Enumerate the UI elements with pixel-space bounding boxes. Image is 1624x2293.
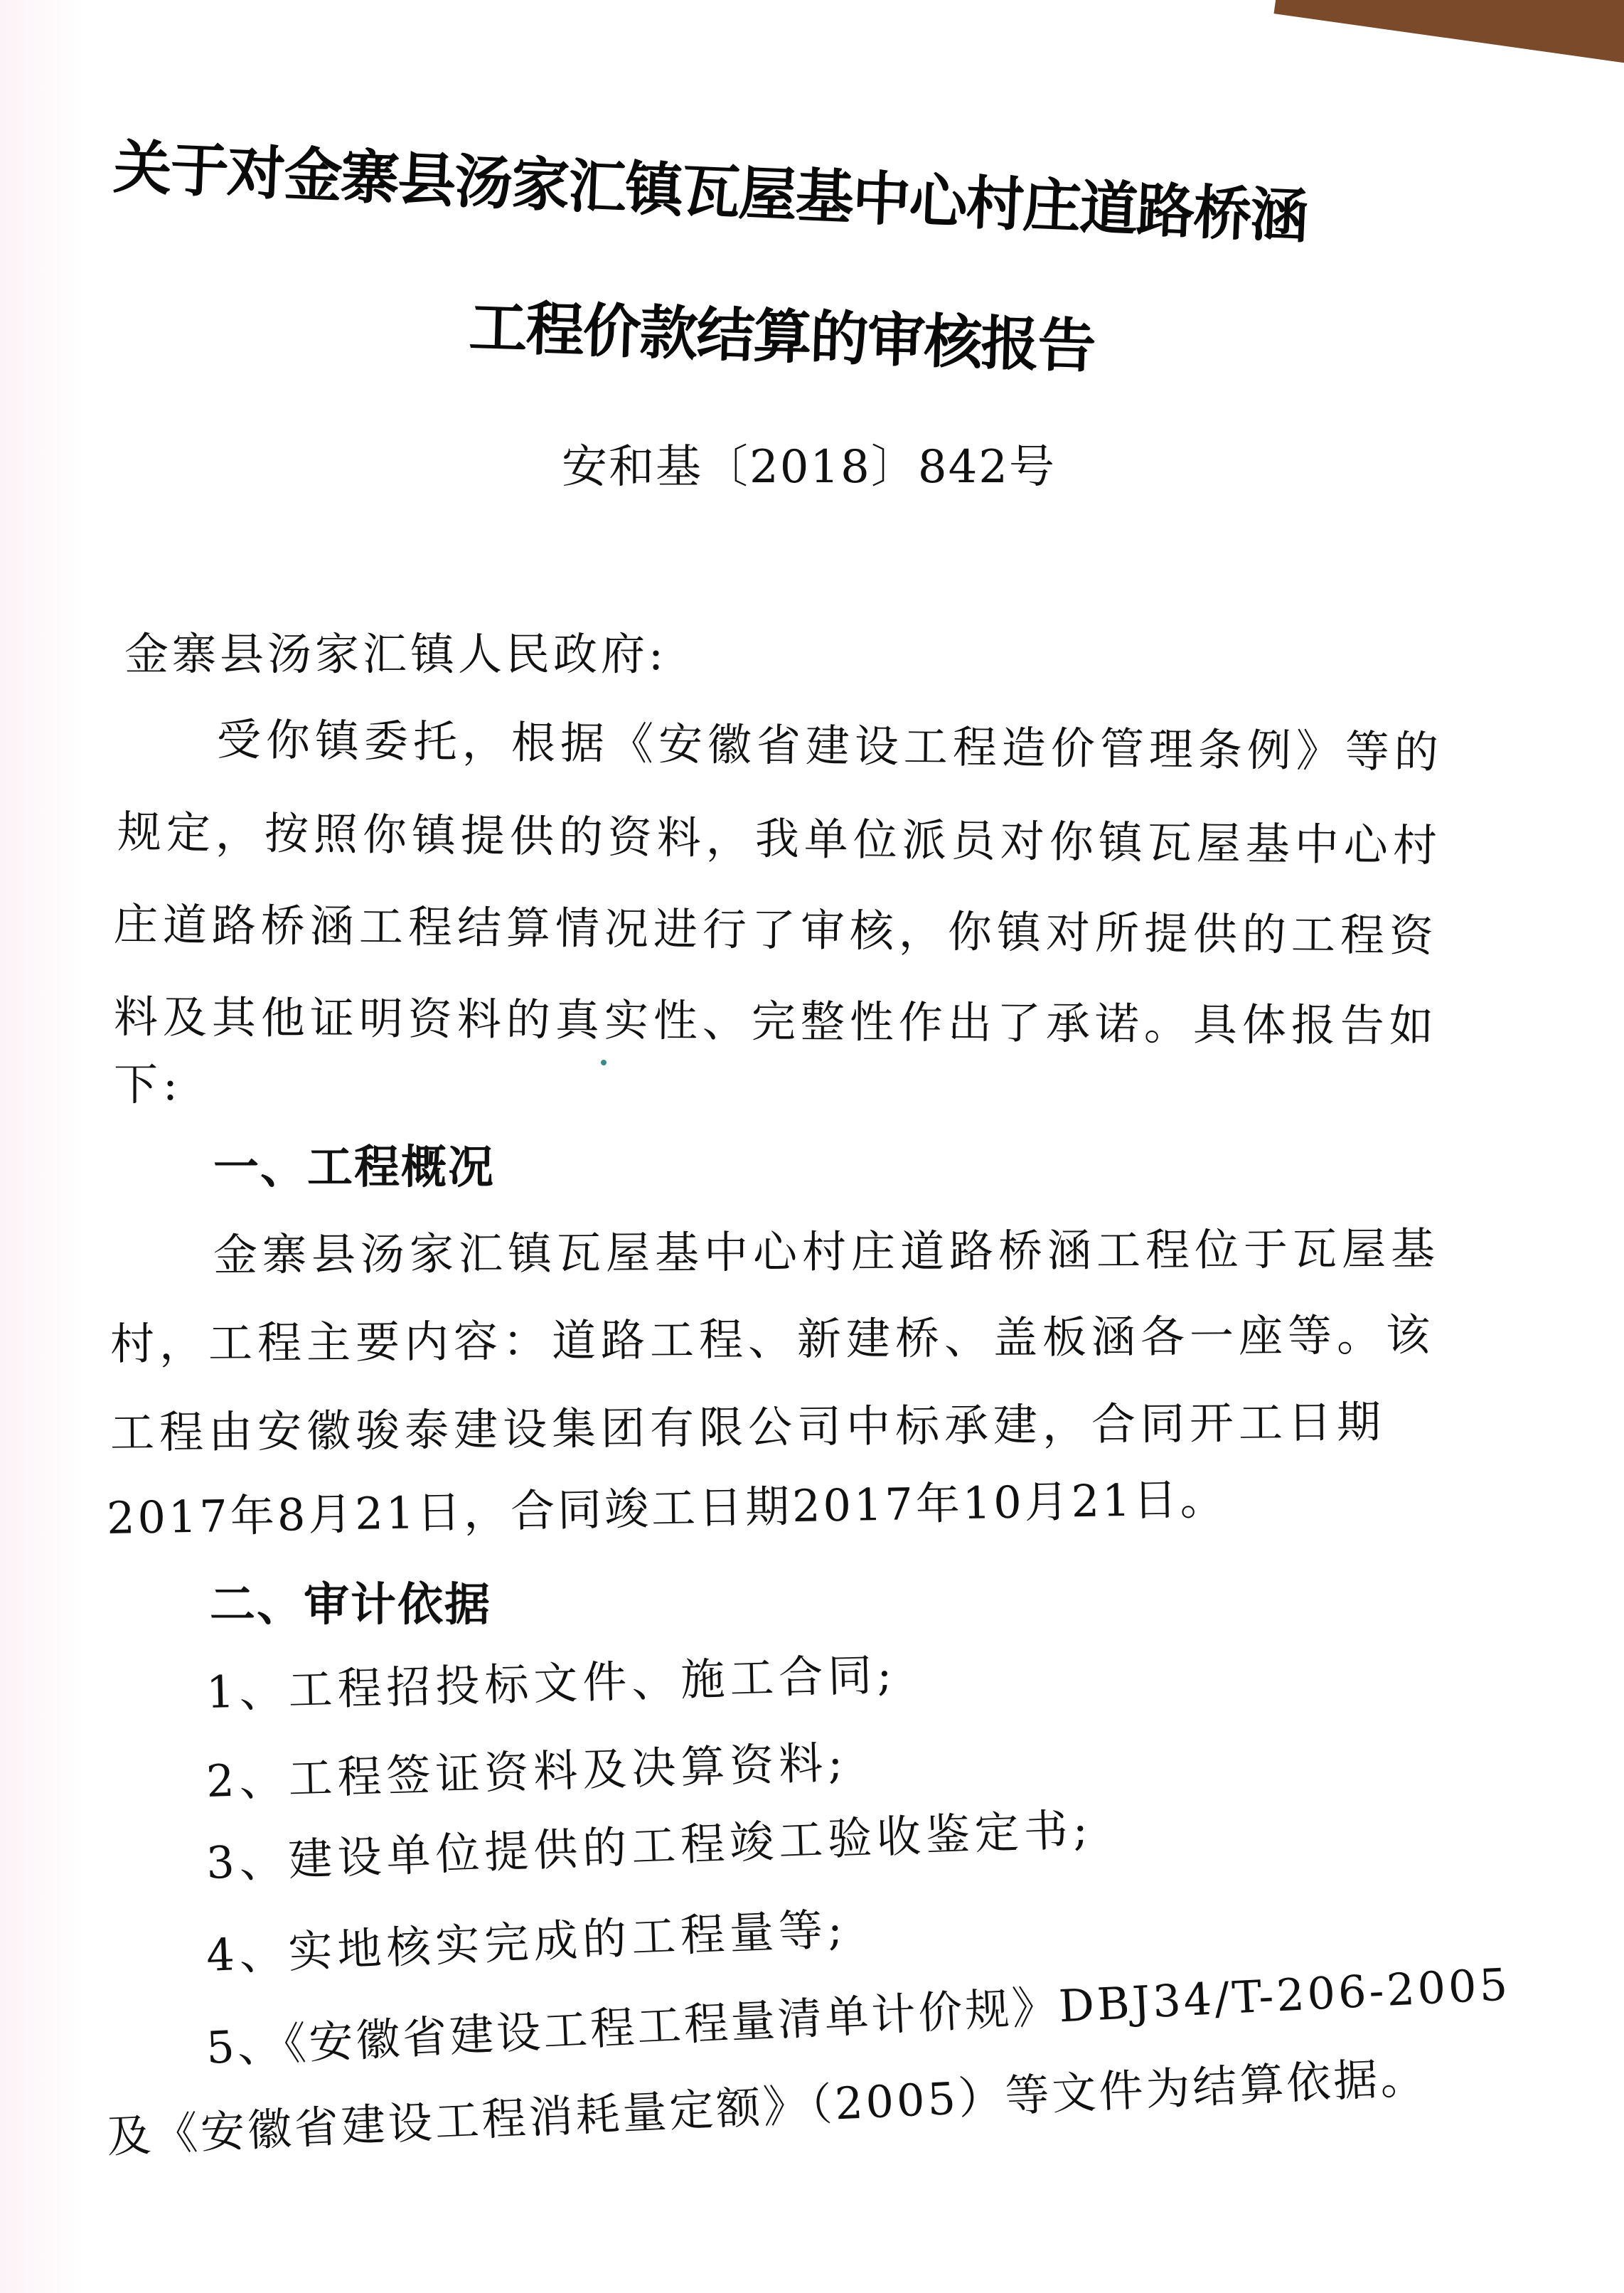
section-heading-audit-basis: 二、审计依据 [210, 1579, 491, 1632]
intro-line-3: 庄道路桥涵工程结算情况进行了审核，你镇对所提供的工程资 [113, 898, 1439, 962]
addressee: 金寨县汤家汇镇人民政府: [124, 628, 667, 680]
intro-line-1: 受你镇委托，根据《安徽省建设工程造价管理条例》等的 [216, 713, 1444, 779]
audit-basis-item-2: 2、工程签证资料及决算资料; [205, 1736, 849, 1807]
overview-line-4: 2017年8月21日，合同竣工日期2017年10月21日。 [106, 1472, 1228, 1544]
intro-line-2: 规定，按照你镇提供的资料，我单位派员对你镇瓦屋基中心村 [117, 806, 1443, 872]
overview-line-3: 工程由安徽骏泰建设集团有限公司中标承建，合同开工日期 [109, 1395, 1387, 1459]
overview-line-1: 金寨县汤家汇镇瓦屋基中心村庄道路桥涵工程位于瓦屋基 [213, 1222, 1441, 1281]
document-number: 安和基〔2018〕842号 [562, 441, 1057, 494]
intro-line-4: 料及其他证明资料的真实性、完整性作出了承诺。具体报告如 [113, 991, 1439, 1053]
audit-basis-item-1: 1、工程招投标文件、施工合同; [205, 1648, 898, 1718]
audit-basis-item-3: 3、建设单位提供的工程竣工验收鉴定书; [205, 1803, 1094, 1889]
audit-basis-item-5: 5、《安徽省建设工程工程量清单计价规》DBJ34/T-206-2005 [205, 1958, 1512, 2074]
report-title-line-2: 工程价款结算的审核报告 [468, 294, 1096, 381]
report-title-line-1: 关于对金寨县汤家汇镇瓦屋基中心村庄道路桥涵 [112, 134, 1309, 252]
intro-line-5: 下: [114, 1058, 183, 1110]
overview-line-2: 村，工程主要内容：道路工程、新建桥、盖板涵各一座等。该 [109, 1308, 1436, 1370]
scan-speck [601, 1060, 607, 1065]
audit-basis-item-5-continued: 及《安徽省建设工程消耗量定额》（2005）等文件为结算依据。 [105, 2050, 1428, 2163]
section-heading-overview: 一、工程概况 [213, 1142, 495, 1194]
audit-basis-item-4: 4、实地核实完成的工程量等; [205, 1903, 849, 1981]
